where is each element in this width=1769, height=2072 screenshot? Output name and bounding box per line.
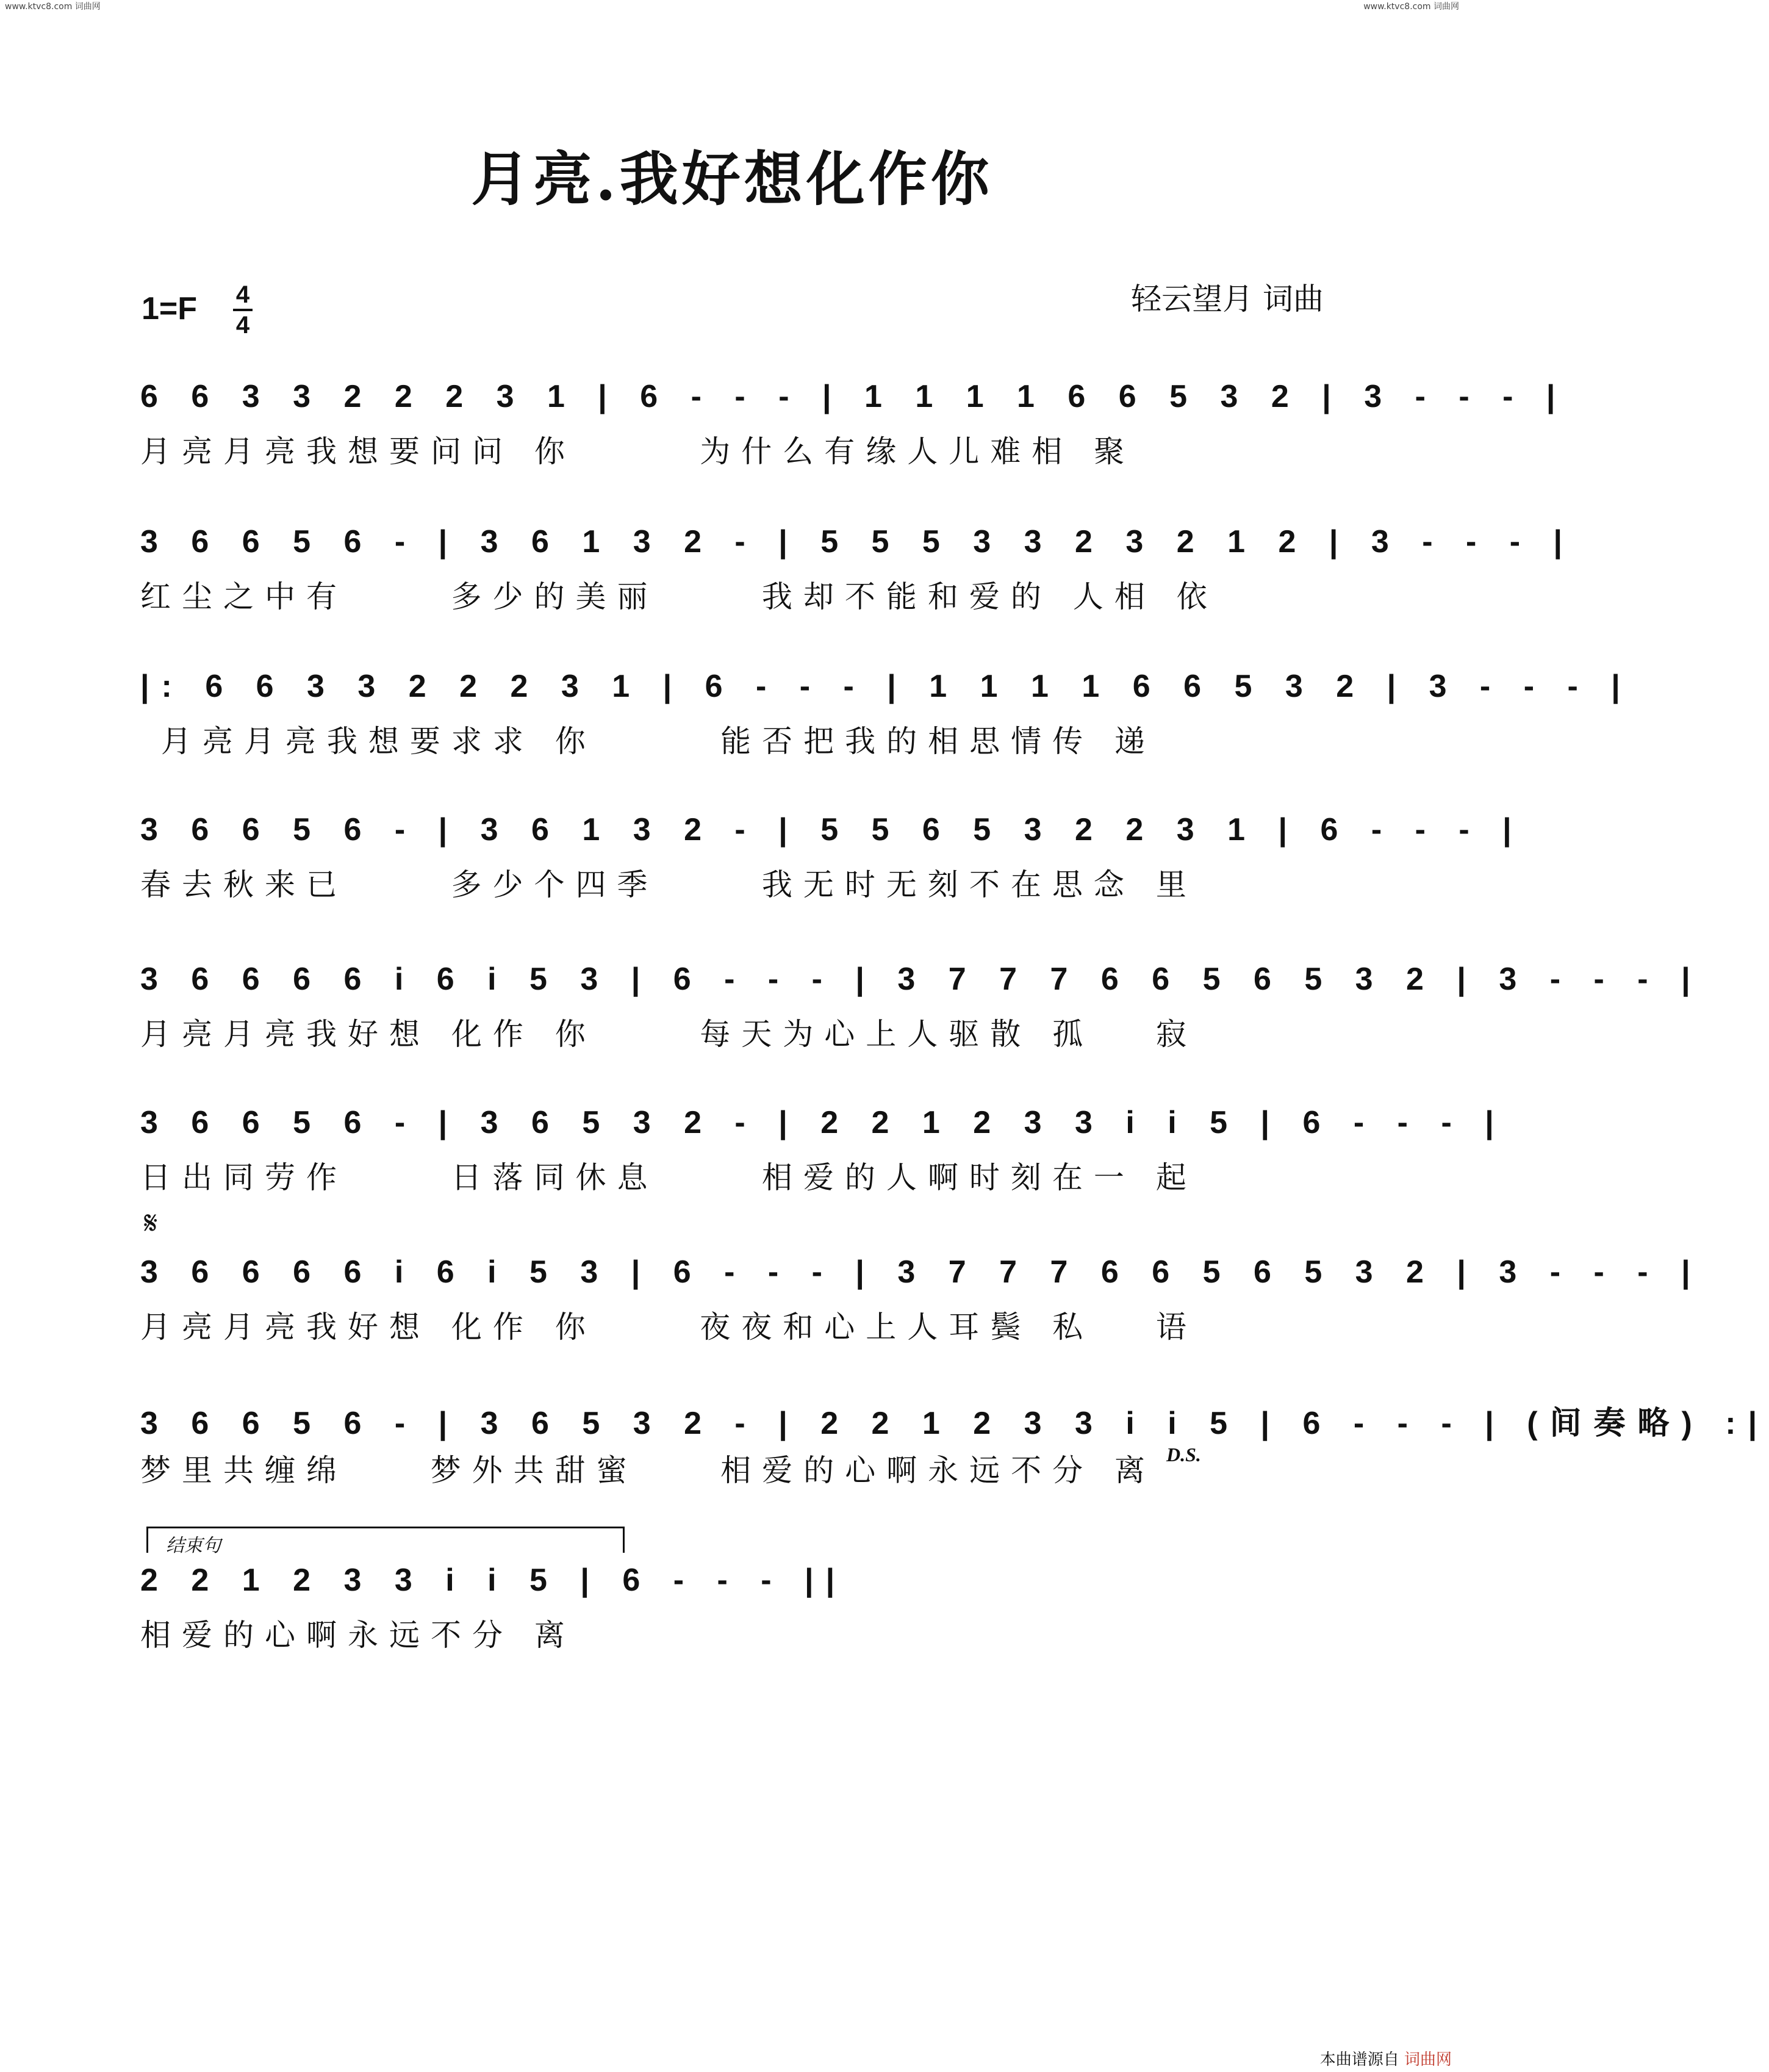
lyrics: 月亮月亮我想要问问 你 为什么有缘人儿难相 聚 [140, 434, 1136, 469]
notes: 3 6 6 5 6 - | 3 6 1 3 2 - | 5 5 5 3 3 2 3 2 1 2 | 3 - - - | [140, 524, 1575, 559]
score-line-ending [140, 1562, 1330, 1655]
segno-sign: 𝄋 [144, 1205, 158, 1242]
notes: |: 6 6 3 3 2 2 2 3 1 | 6 - - - | 1 1 1 1 6 6 5 3 2 | 3 - - - | [140, 669, 1632, 704]
dal-segno-mark: D.S. [1166, 1444, 1201, 1466]
meter-bottom: 4 [235, 312, 250, 339]
header-right: www.ktvc8.com 词曲网 [1363, 2, 1459, 12]
notes: 6 6 3 3 2 2 2 3 1 | 6 - - - | 1 1 1 1 6 6 5 3 2 | 3 - - - | [140, 379, 1568, 414]
score-line-3 [140, 668, 1632, 761]
score-line-8 [140, 1397, 1769, 1490]
score-line-1 [140, 378, 1568, 471]
notes: 3 6 6 5 6 - | 3 6 5 3 2 - | 2 2 1 2 3 3 i i 5 | 6 - - - | (间奏略) :| [140, 1406, 1769, 1441]
header-left: www.ktvc8.com 词曲网 [5, 2, 101, 12]
score-line-4 [140, 811, 1524, 904]
lyrics: 月亮月亮我好想 化作 你 每天为心上人驱散 孤 寂 [140, 1016, 1197, 1052]
score-line-5 [140, 961, 1703, 1054]
lyrics: 月亮月亮我好想 化作 你 夜夜和心上人耳鬓 私 语 [140, 1309, 1197, 1345]
key-signature: 1=F [142, 291, 198, 326]
meter-top: 4 [235, 281, 250, 308]
lyrics: 梦里共缠绵 梦外共甜蜜 相爱的心啊永远不分 离 [140, 1453, 1157, 1488]
lyrics: 红尘之中有 多少的美丽 我却不能和爱的 人相 依 [140, 579, 1218, 614]
notes: 3 6 6 6 6 i 6 i 5 3 | 6 - - - | 3 7 7 7 6 6 5 6 5 3 2 | 3 - - - | [140, 962, 1703, 997]
lyrics: 相爱的心啊永远不分 离 [140, 1617, 576, 1653]
lyrics: 日出同劳作 日落同休息 相爱的人啊时刻在一 起 [140, 1160, 1197, 1195]
score-line-2 [140, 523, 1575, 616]
footer-source: 本曲谱源自 [1319, 2051, 1399, 2069]
footer-site-link[interactable]: 词曲网 [1404, 2051, 1452, 2069]
time-signature [231, 282, 255, 338]
score-line-7 [140, 1254, 1703, 1347]
notes: 3 6 6 5 6 - | 3 6 1 3 2 - | 5 5 6 5 3 2 2 3 1 | 6 - - - | [140, 812, 1524, 847]
notes: 2 2 1 2 3 3 i i 5 | 6 - - - || [140, 1563, 847, 1598]
ending-label: 结束句 [166, 1535, 221, 1556]
footer [1320, 2047, 1452, 2070]
page-title: 月亮.我好想化作你 [471, 145, 993, 214]
lyrics: 春去秋来已 多少个四季 我无时无刻不在思念 里 [140, 867, 1197, 902]
score-line-6 [140, 1104, 1506, 1197]
lyrics: 月亮月亮我想要求求 你 能否把我的相思情传 递 [140, 724, 1157, 759]
author-credit: 轻云望月 词曲 [1131, 281, 1324, 317]
notes: 3 6 6 5 6 - | 3 6 5 3 2 - | 2 2 1 2 3 3 i i 5 | 6 - - - | [140, 1105, 1506, 1140]
notes: 3 6 6 6 6 i 6 i 5 3 | 6 - - - | 3 7 7 7 6 6 5 6 5 3 2 | 3 - - - | [140, 1254, 1703, 1290]
